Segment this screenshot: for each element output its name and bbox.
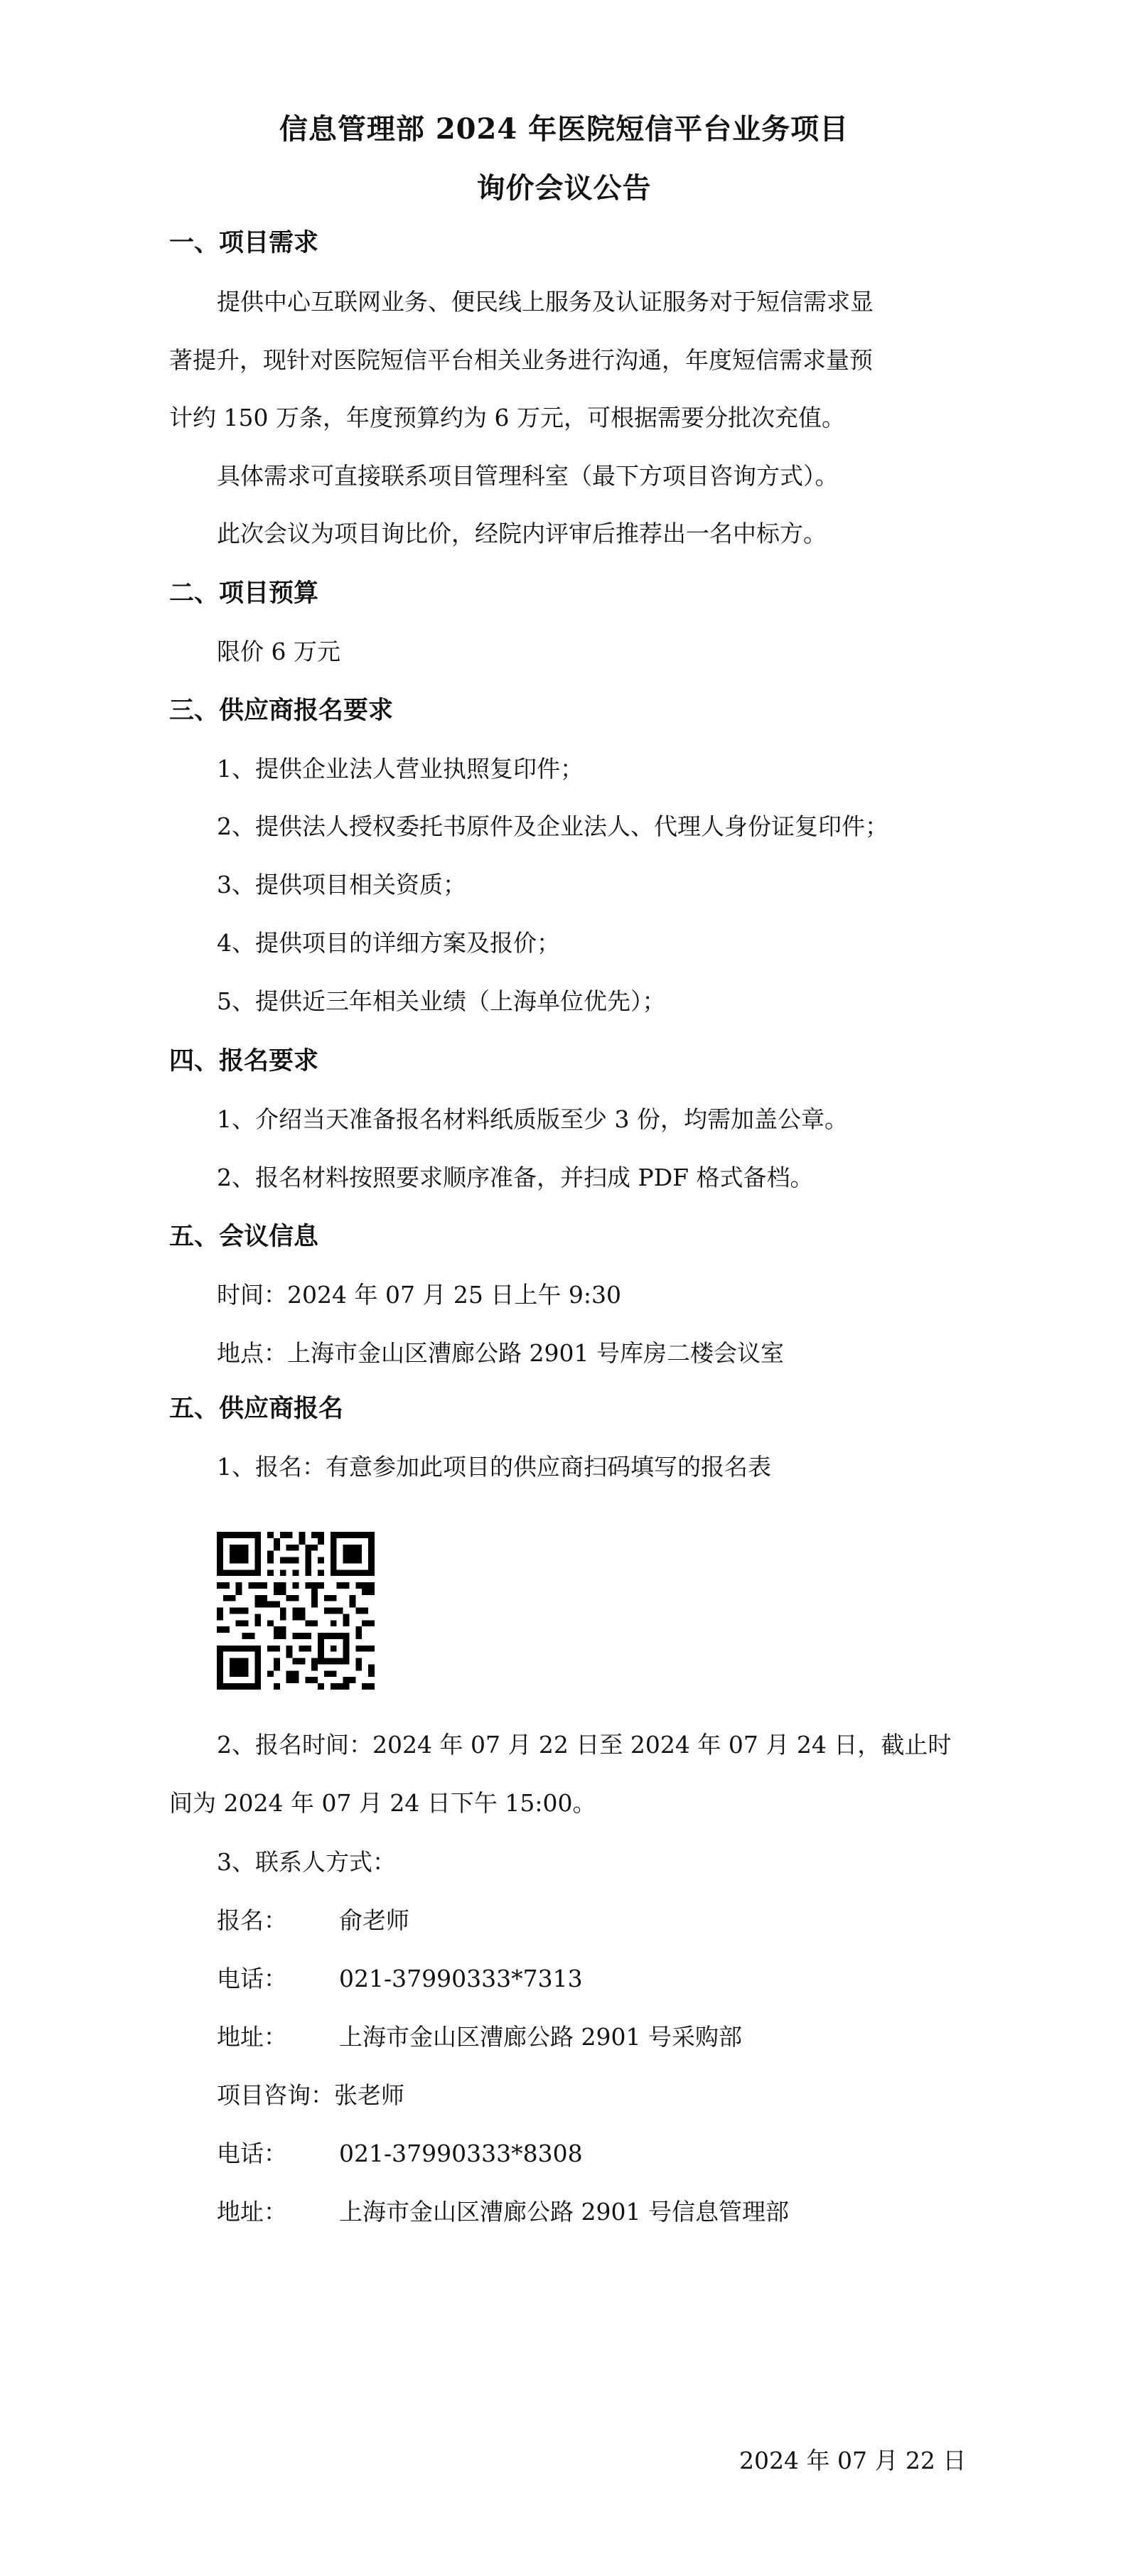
list-item: 5、提供近三年相关业绩（上海单位优先）； [217, 987, 666, 1015]
contact-phone-row [217, 2140, 583, 2168]
list-item: 1、介绍当天准备报名材料纸质版至少 3 份，均需加盖公章。 [217, 1105, 848, 1133]
contact-phone-row [217, 1965, 583, 1993]
paragraph-line: 间为 2024 年 07 月 24 日下午 15:00。 [169, 1789, 596, 1817]
contact-value: 上海市金山区漕廊公路 2901 号采购部 [339, 2023, 742, 2051]
list-item: 1、提供企业法人营业执照复印件； [217, 755, 584, 783]
paragraph-line: 提供中心互联网业务、便民线上服务及认证服务对于短信需求显 [217, 288, 874, 316]
list-item: 2、报名材料按照要求顺序准备，并扫成 PDF 格式备档。 [217, 1164, 814, 1191]
paragraph-line: 计约 150 万条，年度预算约为 6 万元，可根据需要分批次充值。 [169, 404, 845, 431]
section-heading-meeting-info: 五、会议信息 [169, 1222, 319, 1251]
qr-code-icon[interactable] [217, 1532, 375, 1690]
list-item: 2、提供法人授权委托书原件及企业法人、代理人身份证复印件； [217, 812, 888, 840]
contact-label: 地址： [217, 2023, 287, 2051]
page-subtitle: 询价会议公告 [476, 171, 652, 205]
paragraph-line: 限价 6 万元 [217, 638, 340, 665]
contact-label: 电话： [217, 2140, 287, 2167]
meeting-time: 时间：2024 年 07 月 25 日上午 9:30 [217, 1281, 622, 1309]
paragraph-line: 具体需求可直接联系项目管理科室（最下方项目咨询方式）。 [217, 462, 839, 490]
list-item: 3、提供项目相关资质； [217, 871, 466, 898]
paragraph-line: 此次会议为项目询比价，经院内评审后推荐出一名中标方。 [217, 520, 827, 547]
footer-date: 2024 年 07 月 22 日 [739, 2447, 967, 2474]
paragraph-line: 著提升，现针对医院短信平台相关业务进行沟通，年度短信需求量预 [169, 346, 873, 374]
contact-value: 俞老师 [339, 1906, 409, 1934]
section-heading-supplier-registration: 五、供应商报名 [169, 1394, 344, 1423]
list-item: 3、联系人方式： [217, 1848, 396, 1876]
contact-address-row [217, 2198, 789, 2226]
paragraph-line: 2、报名时间：2024 年 07 月 22 日至 2024 年 07 月 24 日，截止时 [217, 1731, 952, 1759]
section-heading-requirements: 一、项目需求 [169, 228, 319, 257]
contact-label: 地址： [217, 2198, 287, 2226]
contact-registration-row [217, 1906, 409, 1935]
contact-value: 021-37990333*7313 [339, 1965, 583, 1992]
contact-label: 报名： [217, 1906, 287, 1934]
section-heading-budget: 二、项目预算 [169, 579, 319, 608]
section-heading-supplier-requirements: 三、供应商报名要求 [169, 696, 394, 725]
contact-value: 上海市金山区漕廊公路 2901 号信息管理部 [339, 2198, 789, 2226]
list-item: 1、报名：有意参加此项目的供应商扫码填写的报名表 [217, 1453, 771, 1481]
contact-address-row [217, 2023, 742, 2051]
contact-value: 021-37990333*8308 [339, 2140, 583, 2167]
meeting-place: 地点：上海市金山区漕廊公路 2901 号库房二楼会议室 [217, 1339, 784, 1367]
contact-label: 电话： [217, 1965, 287, 1992]
section-heading-registration: 四、报名要求 [169, 1046, 319, 1075]
contact-consult-row: 项目咨询：张老师 [217, 2081, 404, 2109]
list-item: 4、提供项目的详细方案及报价； [217, 929, 560, 957]
page-title: 信息管理部 2024 年医院短信平台业务项目 [279, 112, 849, 146]
